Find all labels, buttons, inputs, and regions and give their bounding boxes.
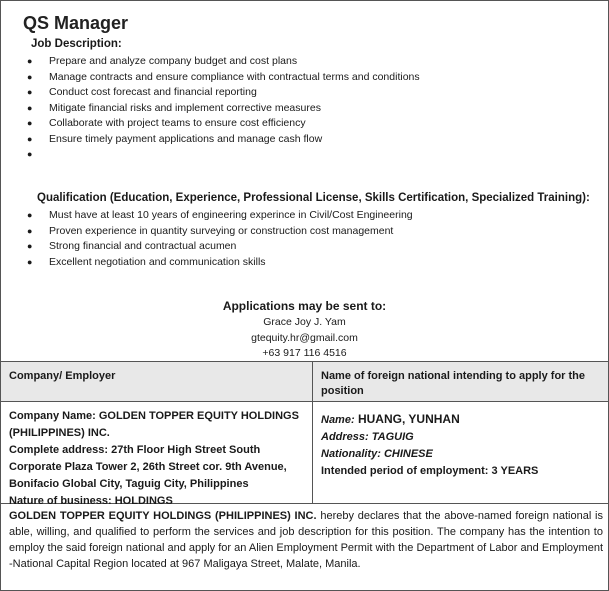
list-item: ● Strong financial and contractual acumen xyxy=(49,239,413,255)
applications-block xyxy=(1,298,608,362)
foreign-national-cell xyxy=(313,402,608,504)
contact-name: Grace Joy J. Yam xyxy=(263,316,346,328)
list-item: ● Prepare and analyze company budget and cost plans xyxy=(49,54,420,70)
national-name: Name: HUANG, YUNHAN xyxy=(321,412,460,426)
bullet-icon: ● xyxy=(27,149,33,159)
table-header-foreign-national: Name of foreign national intending to apply for the position xyxy=(313,362,608,402)
company-business: Nature of business: HOLDINGS xyxy=(9,495,173,507)
national-nationality: Nationality: CHINESE xyxy=(321,448,433,460)
list-item: ● Conduct cost forecast and financial reporting xyxy=(49,85,420,101)
bullet-icon: ● xyxy=(27,71,33,82)
bullet-icon: ● xyxy=(27,133,33,144)
qualification-heading: Qualification (Education, Experience, Professional License, Skills Certification, Specialized Training): xyxy=(37,192,590,204)
job-description-list xyxy=(27,54,420,163)
bullet-icon: ● xyxy=(27,102,33,113)
list-item: ● Proven experience in quantity surveying or construction cost management xyxy=(49,224,413,240)
page-title: QS Manager xyxy=(23,13,129,33)
bullet-icon: ● xyxy=(27,56,33,66)
contact-phone: +63 917 116 4516 xyxy=(262,347,347,359)
company-address: Complete address: 27th Floor High Street South Corporate Plaza Tower 2, 26th Street cor. 9th Avenue, Bonifacio Global City, Taguig City, Philippines xyxy=(9,444,287,490)
job-description-heading: Job Description: xyxy=(31,38,122,50)
table-header-row xyxy=(1,362,608,402)
bullet-icon: ● xyxy=(27,87,33,97)
declaration-company: GOLDEN TOPPER EQUITY HOLDINGS (PHILIPPINES) INC. xyxy=(9,510,317,522)
bullet-icon: ● xyxy=(27,225,33,236)
qualification-list xyxy=(27,208,413,270)
applications-heading: Applications may be sent to: xyxy=(222,299,387,313)
company-name: Company Name: GOLDEN TOPPER EQUITY HOLDINGS (PHILIPPINES) INC. xyxy=(9,410,299,439)
national-address: Address: TAGUIG xyxy=(321,431,414,443)
employment-period: Intended period of employment: 3 YEARS xyxy=(321,465,539,477)
declaration-paragraph xyxy=(9,508,603,572)
list-item: ● Ensure timely payment applications and manage cash flow xyxy=(49,132,420,148)
employer-cell xyxy=(1,402,313,507)
table-header-employer: Company/ Employer xyxy=(1,362,313,402)
list-item: ● Mitigate financial risks and implement corrective measures xyxy=(49,101,420,117)
table-row xyxy=(1,402,608,507)
list-item: ● Must have at least 10 years of engineering experince in Civil/Cost Engineering xyxy=(49,208,413,224)
declaration-text: hereby declares that the above-named foreign national is able, willing, and qualified to perform the services and job description for this position. The company has the intention to employ the said foreign national and apply for an Alien Employment Permit with the Department of Labor and Employment -National Capital Region located at 967 Maligaya Street, Malate, Manila. xyxy=(9,510,603,570)
list-item: ● Excellent negotiation and communication skills xyxy=(49,255,413,271)
contact-email: gtequity.hr@gmail.com xyxy=(251,331,358,344)
bullet-icon: ● xyxy=(27,241,33,251)
list-item: ● Manage contracts and ensure compliance with contractual terms and conditions xyxy=(49,70,420,86)
bullet-icon: ● xyxy=(27,118,33,128)
bullet-icon: ● xyxy=(27,256,33,267)
employer-table xyxy=(1,361,608,507)
list-item: ● Collaborate with project teams to ensure cost efficiency xyxy=(49,116,420,132)
list-item xyxy=(27,147,420,163)
bullet-icon: ● xyxy=(27,210,33,220)
